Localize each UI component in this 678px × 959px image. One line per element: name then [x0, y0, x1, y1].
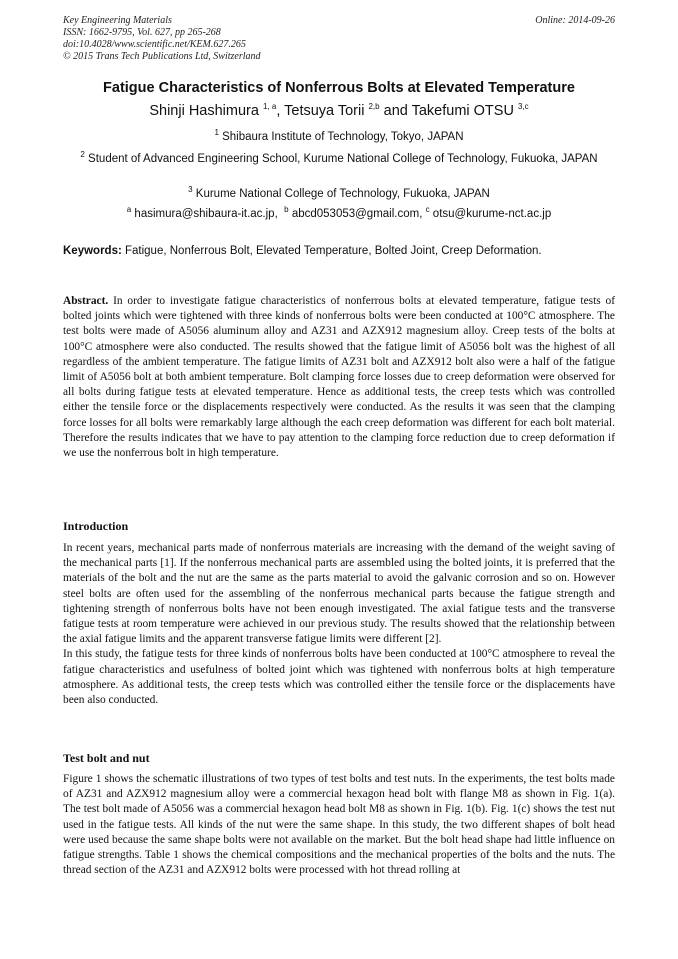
keywords-line	[63, 245, 623, 257]
author-name: and Takefumi OTSU	[379, 103, 514, 119]
author-superscript: 1, a	[262, 102, 277, 112]
test-bolt-paragraph: Figure 1 shows the schematic illustrations of two types of test bolts and test nuts. In the experiments, the test bolts made of AZ31 and AZX912 magnesium alloy were a commercial hexagon head bolt with flange M8 as shown in Fig. 1(a). The test bolt made of A5056 was a commercial hexagon head bolt M8 as shown in Fig. 1(b). Fig. 1(c) shows the test nut used in the fatigue tests. All kinds of the nut were the same shape. In this study, the two different shapes of bolt head were used because the same shape bolts were not available on the market. But the bolt head shape had little influence on fatigue strengths. Table 1 shows the chemical compositions and the mechanical properties of the bolts and the nuts. The thread section of the AZ31 and AZX912 bolts were processed with hot thread rolling at	[63, 773, 615, 877]
abstract-label: Abstract.	[63, 295, 109, 307]
journal-name: Key Engineering Materials	[63, 15, 172, 26]
author-name: Shinji Hashimura	[149, 103, 259, 119]
author-superscript: 2,b	[368, 102, 380, 112]
introduction-body	[63, 541, 615, 708]
email-superscript: b	[284, 205, 289, 215]
test-bolt-heading: Test bolt and nut	[63, 751, 150, 765]
affiliation-superscript: 3	[188, 185, 193, 195]
author-list	[40, 103, 638, 119]
copyright-line: © 2015 Trans Tech Publications Ltd, Switzerland	[63, 51, 261, 62]
doi-line: doi:10.4028/www.scientific.net/KEM.627.265	[63, 39, 246, 50]
author-superscript: 3,c	[517, 102, 529, 112]
introduction-paragraph-2: In this study, the fatigue tests for three kinds of nonferrous bolts have been conducted at 100°C atmosphere to reveal the fatigue characteristics and usefulness of bolted joint which was tightened with nonferrous bolts at high temperature atmosphere. As additional tests, the creep tests which was controlled either the tensile force or the displacements have been also conducted.	[63, 648, 615, 707]
introduction-paragraph-1: In recent years, mechanical parts made of nonferrous materials are increasing with the demand of the weight saving of the mechanical parts [1]. If the nonferrous mechanical parts are assembled using the bolted joints, it is preferred that the materials of the bolt and the nut are the same as the parts material to avoid the galvanic corrosion and so on. However steel bolts are often used for the assembling of the nonferrous mechanical parts because the fatigue strength and tightening strength of nonferrous bolts have not been enough investigated. The axial fatigue tests and the transverse fatigue tests at room temperature were achieved in our previous study. The results showed that the relationship between the axial fatigue limits and the apparent transverse fatigue limits were different [2].	[63, 542, 615, 646]
email-superscript: a	[126, 205, 132, 215]
test-bolt-body	[63, 772, 615, 878]
affiliation-text: Student of Advanced Engineering School, Kurume National College of Technology, Fukuoka, JAPAN	[84, 153, 598, 165]
introduction-heading: Introduction	[63, 519, 129, 533]
affiliation-superscript: 2	[80, 150, 85, 160]
paper-title: Fatigue Characteristics of Nonferrous Bolts at Elevated Temperature	[103, 80, 575, 96]
affiliation-text: Shibaura Institute of Technology, Tokyo, JAPAN	[218, 131, 464, 143]
affiliation-1	[70, 130, 608, 145]
keywords-label: Keywords:	[63, 245, 122, 257]
email-address: otsu@kurume-nct.ac.jp	[429, 208, 552, 220]
email-address: abcd053053@gmail.com,	[288, 208, 423, 220]
affiliation-text: Kurume National College of Technology, Fukuoka, JAPAN	[192, 188, 490, 200]
keywords-text: Fatigue, Nonferrous Bolt, Elevated Temperature, Bolted Joint, Creep Deformation.	[121, 245, 542, 257]
affiliation-superscript: 1	[214, 128, 219, 138]
email-address: hasimura@shibaura-it.ac.jp,	[131, 208, 278, 220]
journal-header	[63, 15, 261, 63]
email-list	[40, 205, 638, 220]
abstract-text: In order to investigate fatigue characteristics of nonferrous bolts at elevated temperature, fatigue tests of bolted joints which were tightened with three kinds of nonferrous bolts were been conducted at 100°C atmosphere. The test bolts were made of A5056 aluminum alloy and AZ31 and AZX912 magnesium alloy. Creep tests of the bolts at 100°C atmosphere were also conducted. The results showed that the fatigue limit of A5056 bolt was the highest of all regardless of the ambient temperature. The fatigue limits of AZ31 bolt and AZX912 bolt also were a half of the fatigue limit of A5056 bolt at both ambient temperature. Bolt clamping force losses due to creep deformation were observed for all bolts during fatigue tests at elevated temperature. Hence as additional tests, the creep tests which was controlled either the tensile force or the displacements respectively were conducted. As the results it was seen that the clamping force losses for all bolts were remarkably large although the each creep deformation was different for each bolt material. Therefore the results indicates that we have to pay attention to the clamping force reduction due to creep deformation if we use the nonferrous bolt in high temperature.	[63, 295, 615, 460]
affiliation-3	[70, 187, 608, 202]
email-superscript: c	[425, 205, 430, 215]
issn-line: ISSN: 1662-9795, Vol. 627, pp 265-268	[63, 27, 221, 38]
abstract	[63, 294, 615, 461]
affiliation-2	[70, 152, 608, 167]
online-date: Online: 2014-09-26	[535, 15, 615, 26]
author-name: , Tetsuya Torii	[276, 103, 365, 119]
